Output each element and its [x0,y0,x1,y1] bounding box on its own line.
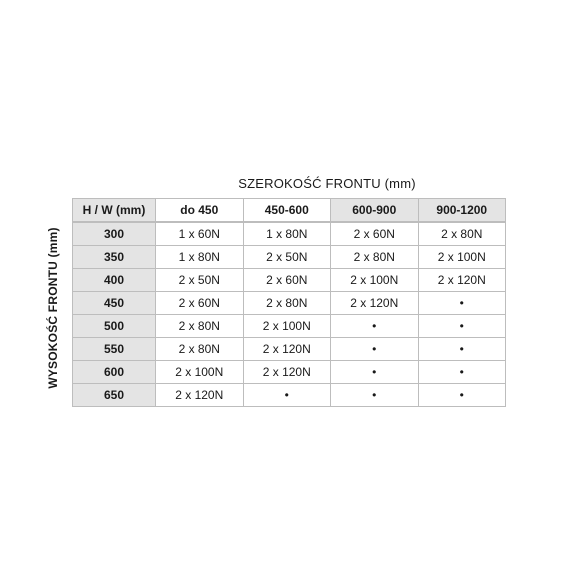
table-cell: 2 x 60N [244,269,332,292]
row-header-height: 400 [72,269,156,292]
table-cell: • [419,338,507,361]
column-header: do 450 [156,198,244,222]
row-header-height: 550 [72,338,156,361]
table-cell: • [331,361,419,384]
table-cell: 2 x 80N [244,292,332,315]
table-cell: 2 x 120N [331,292,419,315]
table-cell: 2 x 60N [331,222,419,246]
row-header-height: 450 [72,292,156,315]
table-cell: • [331,384,419,407]
table-cell: 2 x 100N [244,315,332,338]
width-axis-title: SZEROKOŚĆ FRONTU (mm) [238,176,416,191]
table-cell: 2 x 80N [156,315,244,338]
table-row [72,315,506,338]
table-cell: 2 x 50N [244,246,332,269]
height-axis-title: WYSOKOŚĆ FRONTU (mm) [46,227,60,389]
table-cell: 2 x 50N [156,269,244,292]
table-cell: 2 x 80N [331,246,419,269]
table-cell: 2 x 120N [244,338,332,361]
table-cell: 2 x 80N [156,338,244,361]
table-cell: 2 x 120N [244,361,332,384]
column-header: 450-600 [244,198,332,222]
table-cell: • [419,361,507,384]
row-header-height: 350 [72,246,156,269]
front-size-table [72,198,506,407]
table-cell: 2 x 80N [419,222,507,246]
table-row [72,269,506,292]
table-cell: • [331,338,419,361]
table-cell: 2 x 100N [419,246,507,269]
table-cell: 2 x 120N [156,384,244,407]
table-cell: 2 x 60N [156,292,244,315]
table-row [72,338,506,361]
table-cell: • [419,384,507,407]
table-cell: • [331,315,419,338]
table-cell: • [419,292,507,315]
row-header-height: 500 [72,315,156,338]
table-row [72,292,506,315]
row-header-height: 300 [72,222,156,246]
table-cell: • [419,315,507,338]
table-cell: 1 x 60N [156,222,244,246]
row-header-height: 600 [72,361,156,384]
table-row [72,222,506,246]
corner-header: H / W (mm) [72,198,156,222]
table-cell: • [244,384,332,407]
table-cell: 2 x 100N [331,269,419,292]
table-row [72,246,506,269]
table-header-row [72,198,506,222]
row-header-height: 650 [72,384,156,407]
table-row [72,361,506,384]
table-row [72,384,506,407]
table-cell: 1 x 80N [244,222,332,246]
table-cell: 2 x 100N [156,361,244,384]
column-header: 600-900 [331,198,419,222]
table-cell: 2 x 120N [419,269,507,292]
table-cell: 1 x 80N [156,246,244,269]
column-header: 900-1200 [419,198,507,222]
